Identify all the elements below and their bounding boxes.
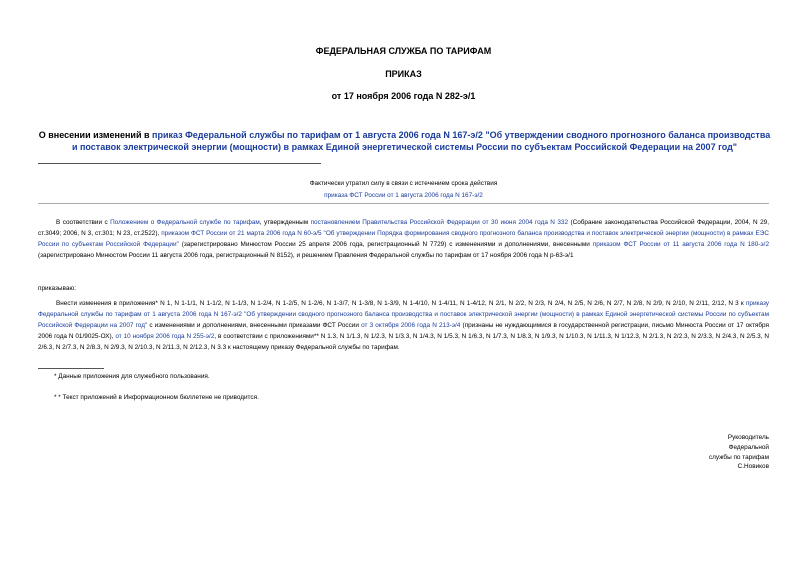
- title-separator: [38, 163, 321, 164]
- order-word: приказываю:: [38, 285, 76, 292]
- signature-block: [629, 433, 769, 472]
- preamble-text-1: В соответствии с: [56, 219, 111, 226]
- preamble-text-3: (Собрание законодательства Российской Федерации, 2004, N 29, ст.3049; 2006, N 3, ст.301; N 23, ст.2522),: [38, 219, 769, 237]
- preamble-text-4: (зарегистрировано Минюстом России 25 апреля 2006 года, регистрационный N 7729) с изменениями и дополнениями, внесенными: [178, 241, 593, 248]
- issuer-heading: ФЕДЕРАЛЬНАЯ СЛУЖБА ПО ТАРИФАМ: [315, 46, 492, 56]
- signatory-name: С.Новиков: [737, 463, 769, 471]
- title-link-order-167[interactable]: приказ Федеральной службы по тарифам от 1 августа 2006 года N 167-э/2 "Об утверждении сводного прогнозного баланса производства и поставок электрической энергии (мощности) в рамках Единой энергетической системы России по субъектам Российской Федерации на 2007 год": [71, 130, 771, 152]
- document-title: [36, 129, 773, 153]
- footnote-2: * * Текст приложений в Информационном бюллетене не приводится.: [54, 394, 259, 401]
- status-separator: [38, 203, 769, 204]
- preamble-text-2: , утвержденным: [259, 219, 311, 226]
- link-order-180[interactable]: приказом ФСТ России от 11 августа 2006 года N 180-э/2: [592, 241, 769, 248]
- operative-paragraph: [38, 298, 769, 353]
- signature-title-line-2: Федеральной: [728, 443, 769, 451]
- operative-text-3: (признаны не нуждающимися в государственной регистрации, письмо Минюста России от 17 октября 2006 года N 01/9025-ОХ),: [38, 322, 769, 340]
- operative-text-4: , в соответствии с приложениями** N 1.3, N 1/1.3, N 1/2.3, N 1/3.3, N 1/4.3, N 1/5.3, N 1/6.3, N 1/7.3, N 1/8.3, N 1/9.3, N 1/10.3, N 1/11.3, N 1/12.3, N 2/1.3, N 2/2.3, N 2/3.3, N 2/4.3, N 2/5.3, N 2/6.3, N 2/7.3, N 2/8.3, N 2/9.3, N 2/10.3, N 2/11.3, N 2/12.3, N 3.3 к настоящему приказу Федеральной службы по тарифам.: [38, 333, 770, 351]
- status-note-text: Фактически утратил силу в связи с истечением срока действия: [309, 180, 498, 187]
- operative-text-1: Внести изменения в приложения* N 1, N 1-1/1, N 1-1/2, N 1-1/3, N 1-2/4, N 1-2/5, N 1-2/6, N 1-3/7, N 1-3/8, N 1-3/9, N 1-4/10, N 1-4/11, N 1-4/12, N 2/1, N 2/2, N 2/3, N 2/4, N 2/5, N 2/6, N 2/7, N 2/8, N 2/9, N 2/10, N 2/11, 2/12, N 3 к: [56, 300, 746, 307]
- footnote-1: * Данные приложения для служебного пользования.: [54, 373, 210, 380]
- document-date-number: от 17 ноября 2006 года N 282-э/1: [331, 91, 476, 101]
- title-prefix: О внесении изменений в: [38, 130, 153, 140]
- link-order-255[interactable]: от 10 ноября 2006 года N 255-э/2: [115, 333, 215, 340]
- preamble-paragraph: [38, 217, 769, 261]
- operative-text-2: с изменениями и дополнениями, внесенными приказами ФСТ России: [147, 322, 362, 329]
- link-order-60[interactable]: приказом ФСТ России от 21 марта 2006 года N 60-э/5 "Об утверждении Порядка формирования сводного прогнозного баланса производства и поставок электрической энергии (мощности) в рамках ЕЭС России по субъектам Российской Федерации": [38, 230, 769, 248]
- document-type-heading: ПРИКАЗ: [385, 69, 422, 79]
- link-government-decree-332[interactable]: постановлением Правительства Российской Федерации от 30 июня 2004 года N 332: [310, 219, 569, 226]
- link-fst-regulation[interactable]: Положением о Федеральной службе по тарифам: [110, 219, 260, 226]
- signature-title-line-3: службы по тарифам: [708, 453, 769, 461]
- signature-title-line-1: Руководитель: [727, 434, 769, 441]
- footnote-separator: [38, 368, 104, 369]
- status-note: [38, 178, 769, 202]
- preamble-text-5: (зарегистрировано Минюстом России 11 августа 2006 года, регистрационный N 8152), и решением Правления Федеральной службы по тарифам от 17 ноября 2006 года N р-63-э/1: [38, 252, 574, 259]
- link-order-213[interactable]: от 3 октября 2006 года N 213-э/4: [361, 322, 461, 329]
- link-order-167[interactable]: приказу Федеральной службы по тарифам от 1 августа 2006 года N 167-э/2 "Об утверждении сводного прогнозного баланса производства и поставок электрической энергии (мощности) в рамках Единой энергетической системы России по субъектам Российской Федерации на 2007 год": [38, 300, 769, 329]
- status-note-link[interactable]: приказа ФСТ России от 1 августа 2006 года N 167-э/2: [324, 192, 483, 199]
